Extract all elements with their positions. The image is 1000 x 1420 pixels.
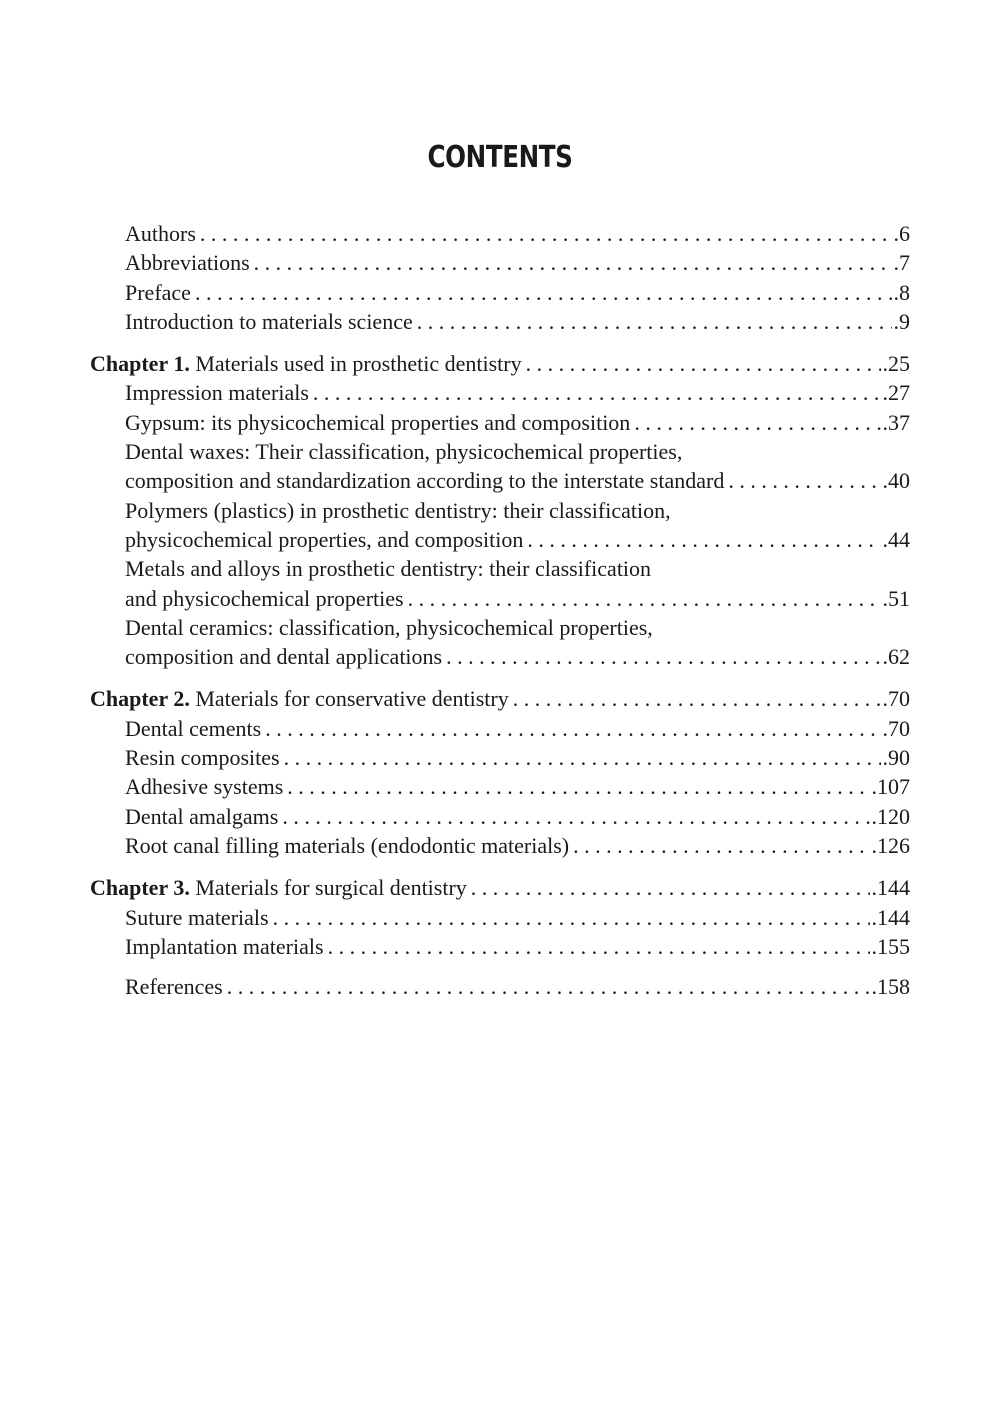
leader-dots [273, 903, 870, 932]
chapter-2-group [90, 684, 910, 860]
toc-page-number: .144 [871, 904, 910, 930]
toc-page-number: .44 [882, 526, 910, 552]
toc-page-number: .62 [882, 644, 910, 670]
toc-entry-preface[interactable] [90, 278, 910, 307]
chapter-title: Materials for conservative dentistry [195, 686, 509, 712]
toc-page-number: .40 [882, 468, 910, 494]
table-of-contents [90, 219, 910, 1014]
toc-entry-first-line: Dental ceramics: classification, physicochemical properties, [125, 614, 653, 640]
toc-entry-label: References [125, 974, 223, 1000]
toc-entry-dental-ceramics[interactable] [90, 613, 910, 672]
leader-dots [227, 972, 870, 1001]
leader-dots [446, 642, 880, 671]
references-group [90, 972, 910, 1001]
toc-page-number: .70 [882, 686, 910, 712]
leader-dots [408, 584, 881, 613]
leader-dots [527, 525, 880, 554]
toc-page-number: .158 [871, 974, 910, 1000]
toc-page-number: .7 [893, 250, 910, 276]
toc-entry-first-line: Polymers (plastics) in prosthetic dentistry: their classification, [125, 497, 671, 523]
toc-entry-first-line: Metals and alloys in prosthetic dentistry: their classification [125, 556, 652, 582]
toc-entry-label: Authors [125, 221, 196, 246]
toc-entry-dental-cements[interactable] [90, 714, 910, 743]
toc-entry-gypsum[interactable] [90, 408, 910, 437]
toc-page-number: .8 [893, 279, 910, 305]
toc-entry-adhesive-systems[interactable] [90, 772, 910, 801]
leader-dots [195, 278, 892, 307]
toc-entry-dental-waxes[interactable] [90, 437, 910, 496]
toc-entry-label: Root canal filling materials (endodontic materials) [125, 832, 570, 858]
toc-entry-label: composition and dental applications [125, 644, 443, 670]
toc-entry-authors[interactable] [90, 219, 910, 248]
toc-entry-label: and physicochemical properties [125, 585, 404, 611]
toc-page-number: .144 [871, 875, 910, 901]
leader-dots [282, 802, 869, 831]
toc-entry-references[interactable] [90, 972, 910, 1001]
toc-page-number: .9 [893, 308, 910, 334]
toc-entry-introduction[interactable] [90, 307, 910, 336]
toc-entry-dental-amalgams[interactable] [90, 802, 910, 831]
toc-chapter-1[interactable] [90, 349, 910, 378]
chapter-title: Materials used in prosthetic dentistry [195, 351, 522, 377]
toc-entry-label: physicochemical properties, and composition [125, 526, 524, 552]
leader-dots [573, 831, 869, 860]
chapter-prefix: Chapter 1. [90, 351, 190, 377]
toc-entry-root-canal-filling[interactable] [90, 831, 910, 860]
toc-entry-first-line: Dental waxes: Their classification, physicochemical properties, [125, 439, 683, 465]
toc-page-number: .120 [871, 803, 910, 829]
toc-entry-label: composition and standardization according to the interstate standard [125, 468, 725, 494]
toc-entry-label: Adhesive systems [125, 774, 284, 800]
toc-entry-label: Resin composites [125, 745, 280, 771]
toc-page-number: .25 [882, 351, 910, 377]
toc-page-number: .70 [882, 715, 910, 741]
toc-chapter-2[interactable] [90, 684, 910, 713]
front-matter-group [90, 219, 910, 336]
page-title: CONTENTS [427, 140, 573, 175]
toc-page-number: .27 [882, 380, 910, 406]
leader-dots [728, 466, 880, 495]
toc-page-number: .155 [871, 933, 910, 959]
leader-dots [284, 743, 881, 772]
chapter-title: Materials for surgical dentistry [195, 875, 467, 901]
toc-entry-label: Preface [125, 279, 191, 305]
leader-dots [313, 378, 881, 407]
toc-page-number: .51 [882, 585, 910, 611]
toc-page-number: .6 [893, 221, 910, 246]
chapter-prefix: Chapter 3. [90, 875, 190, 901]
toc-entry-resin-composites[interactable] [90, 743, 910, 772]
leader-dots [513, 684, 881, 713]
toc-entry-suture-materials[interactable] [90, 903, 910, 932]
toc-entry-implantation-materials[interactable] [90, 932, 910, 961]
toc-entry-label: Dental amalgams [125, 803, 279, 829]
leader-dots [265, 714, 880, 743]
toc-entry-label: Impression materials [125, 380, 309, 406]
toc-entry-label: Gypsum: its physicochemical properties and composition [125, 409, 631, 435]
chapter-3-group [90, 873, 910, 961]
toc-entry-polymers[interactable] [90, 496, 910, 555]
toc-entry-impression-materials[interactable] [90, 378, 910, 407]
leader-dots [526, 349, 881, 378]
leader-dots [328, 932, 870, 961]
toc-entry-label: Dental cements [125, 715, 262, 741]
toc-entry-label: Introduction to materials science [125, 308, 413, 334]
toc-entry-metals-alloys[interactable] [90, 554, 910, 613]
toc-page-number: .126 [871, 832, 910, 858]
leader-dots [634, 408, 880, 437]
toc-entry-label: Implantation materials [125, 933, 324, 959]
chapter-1-group [90, 349, 910, 671]
toc-entry-abbreviations[interactable] [90, 248, 910, 277]
leader-dots [471, 873, 870, 902]
leader-dots [417, 307, 892, 336]
toc-page-number: .107 [871, 774, 910, 800]
toc-entry-label: Suture materials [125, 904, 269, 930]
toc-chapter-3[interactable] [90, 873, 910, 902]
toc-page-number: .37 [882, 409, 910, 435]
toc-entry-label: Abbreviations [125, 250, 250, 276]
leader-dots [287, 772, 869, 801]
toc-page-number: .90 [882, 745, 910, 771]
leader-dots [254, 248, 892, 277]
leader-dots [200, 219, 892, 248]
chapter-prefix: Chapter 2. [90, 686, 190, 712]
